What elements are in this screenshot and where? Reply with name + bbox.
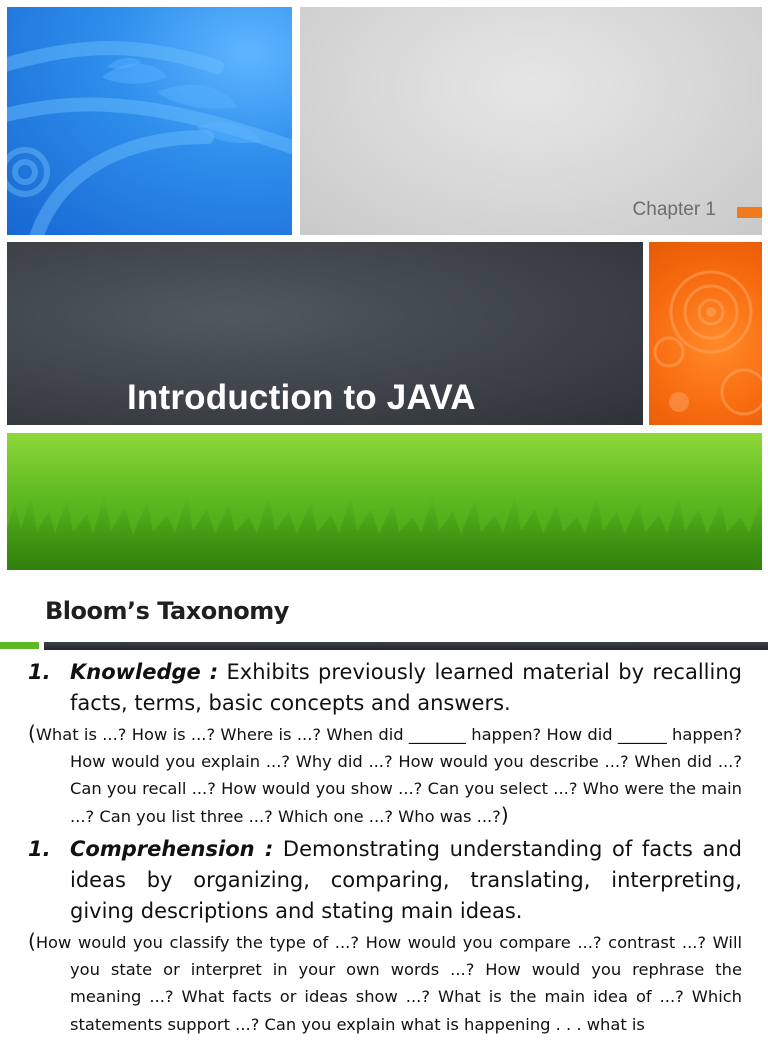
- title-bar-accent: [0, 642, 39, 649]
- orange-circles-tile: [649, 242, 762, 425]
- close-paren: ): [500, 803, 509, 827]
- chapter-label: Chapter 1: [632, 199, 716, 220]
- content-slide-title: Bloom’s Taxonomy: [45, 597, 289, 625]
- list-item: [28, 834, 742, 927]
- title-bar: [44, 642, 768, 650]
- list-item: [28, 657, 742, 719]
- list-item-number: 1.: [28, 837, 51, 861]
- taxonomy-list: [28, 657, 742, 1042]
- grass-tile: [7, 433, 762, 570]
- gray-chapter-tile: [300, 7, 762, 235]
- dark-title-tile: [7, 242, 643, 425]
- list-item-description: Demonstrating understanding of facts and ideas by organizing, comparing, translating, interpreting, giving descriptions and stating main ideas.: [70, 837, 743, 923]
- list-item-description: Exhibits previously learned material by recalling facts, terms, basic concepts and answers.: [70, 660, 742, 715]
- list-item-examples: [28, 928, 742, 1038]
- open-paren: (: [28, 929, 36, 953]
- chapter-marker: [737, 207, 762, 218]
- swirl-decoration-icon: [7, 7, 292, 235]
- open-paren: (: [28, 721, 36, 745]
- slide-title: Introduction to JAVA: [127, 378, 476, 417]
- examples-text: How would you classify the type of ...? How would you compare ...? contrast ...? Will you state or interpret in your own words ...? How would you rephrase the meaning ...? What facts or ideas show ...? What is the main idea of ...? Which statements support ...? Can you explain what is happening . . . what is: [35, 933, 742, 1034]
- list-item-body: [70, 834, 742, 927]
- list-item-number: 1.: [28, 660, 51, 684]
- list-item-body: [70, 657, 742, 719]
- circles-decoration-icon: [649, 242, 762, 425]
- grass-icon: [7, 433, 762, 570]
- list-item-term: Comprehension :: [70, 837, 274, 861]
- blue-swirl-tile: [7, 7, 292, 235]
- content-slide: [0, 575, 768, 1034]
- examples-text: What is ...? How is ...? Where is ...? When did _______ happen? How did ______ happen? How would you explain ...? Why did ...? How would you describe ...? When did ...? Can you recall ...? How would you show ...? Can you select ...? Who were the main ...? Can you list three ...? Which one ...? Who was ...?: [35, 725, 742, 826]
- list-item-examples: [28, 720, 742, 830]
- list-item-term: Knowledge :: [70, 660, 219, 684]
